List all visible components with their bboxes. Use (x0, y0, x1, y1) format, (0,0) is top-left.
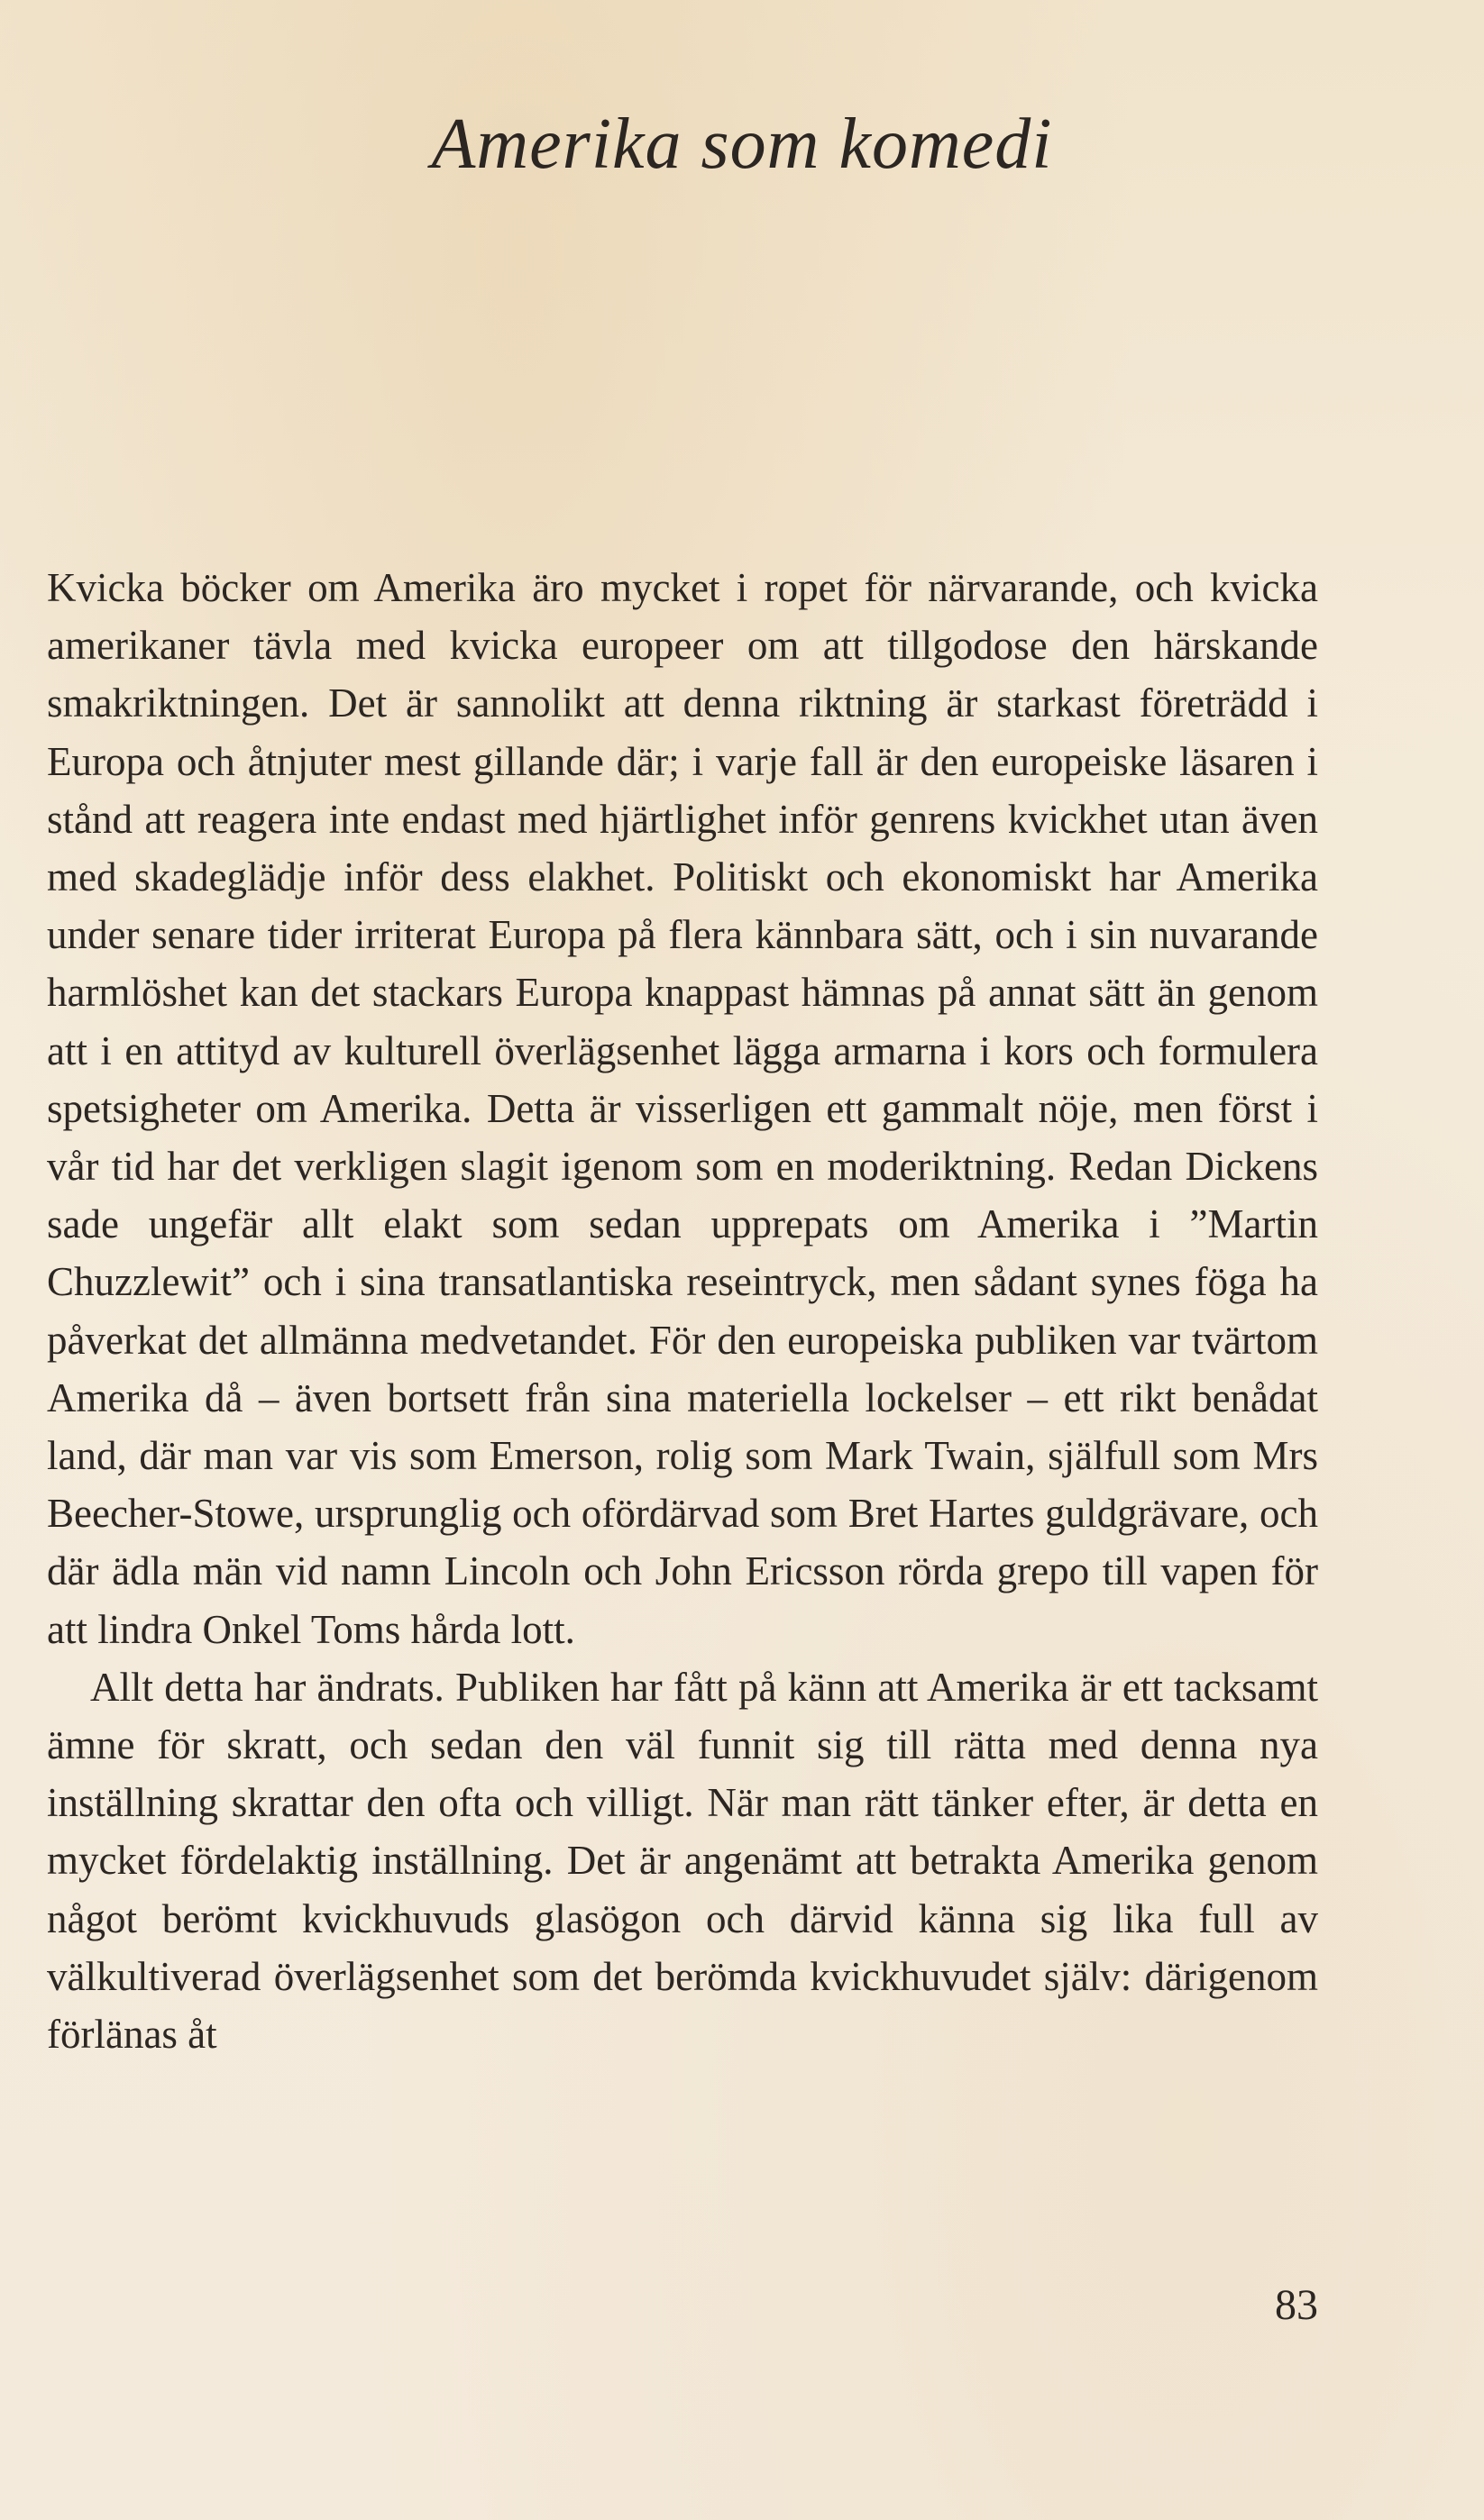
chapter-title: Amerika som komedi (431, 105, 1053, 184)
body-text (47, 559, 1318, 2063)
page-number: 83 (1275, 2281, 1318, 2329)
paragraph-1: Kvicka böcker om Amerika äro mycket i ropet för närvarande, och kvicka amerikaner tävla med kvicka europeer om att tillgodose den härskande smakriktningen. Det är sannolikt att denna riktning är starkast företrädd i Europa och åtnjuter mest gillande där; i varje fall är den europeiske läsaren i stånd att reagera inte endast med hjärtlighet inför genrens kvickhet utan även med skadeglädje inför dess elakhet. Politiskt och ekonomiskt har Amerika under senare tider irriterat Europa på flera kännbara sätt, och i sin nuvarande harmlöshet kan det stackars Europa knappast hämnas på annat sätt än genom att i en attityd av kulturell överlägsenhet lägga armarna i kors och formulera spetsigheter om Amerika. Detta är visserligen ett gammalt nöje, men först i vår tid har det verkligen slagit igenom som en moderiktning. Redan Dickens sade ungefär allt elakt som sedan upprepats om Amerika i ”Martin Chuzzlewit” och i sina transatlantiska reseintryck, men sådant synes föga ha påverkat det allmänna medvetandet. För den europeiska publiken var tvärtom Amerika då – även bortsett från sina materiella lockelser – ett rikt benådat land, där man var vis som Emerson, rolig som Mark Twain, själfull som Mrs Beecher-Stowe, ursprunglig och ofördärvad som Bret Hartes guldgrävare, och där ädla män vid namn Lincoln och John Ericsson rörda grepo till vapen för att lindra Onkel Toms hårda lott. (47, 565, 1318, 1652)
paragraph-2: Allt detta har ändrats. Publiken har fått på känn att Amerika är ett tacksamt ämne för skratt, och sedan den väl funnit sig till rätta med denna nya inställning skrattar den ofta och villigt. När man rätt tänker efter, är detta en mycket fördelaktig inställning. Det är angenämt att betrakta Amerika genom något berömt kvickhuvuds glasögon och därvid känna sig lika full av välkultiverad överlägsenhet som det berömda kvickhuvudet själv: därigenom förlänas åt (47, 1664, 1318, 2058)
